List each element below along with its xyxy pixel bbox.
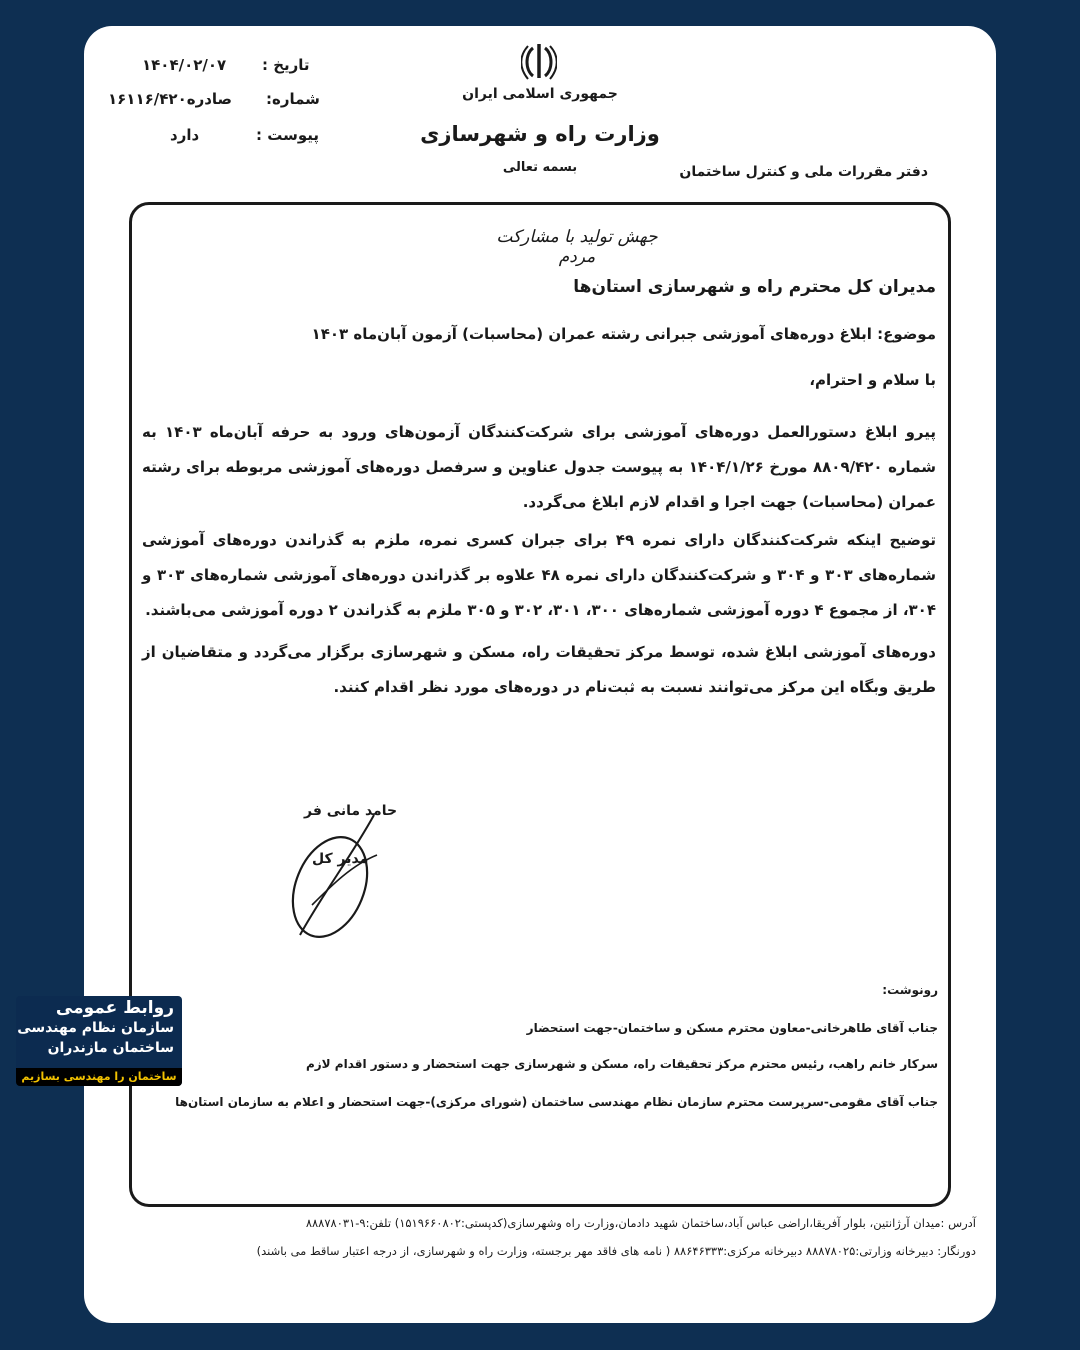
paragraph-3: دوره‌های آموزشی ابلاغ شده، توسط مرکز تحقیقات راه، مسکن و شهرسازی برگزار می‌گردد و متقاضیان از طریق وبگاه این مرکز می‌توانند نسبت به ثبت‌نام در دوره‌های مورد نظر اقدام کنند. xyxy=(142,643,936,696)
cc-item: سرکار خانم راهب، رئیس محترم مرکز تحقیقات راه، مسکن و شهرسازی جهت استحضار و دستور اقدام لازم xyxy=(305,1057,938,1071)
office-name: دفتر مقررات ملی و کنترل ساختمان xyxy=(679,164,928,180)
subject: موضوع: ابلاغ دوره‌های آموزشی جبرانی رشته عمران (محاسبات) آزمون آبان‌ماه ۱۴۰۳ xyxy=(311,325,936,343)
ministry-title: وزارت راه و شهرسازی xyxy=(420,122,660,146)
badge-slogan: ساختمان را مهندسی بسازیم xyxy=(16,1068,182,1086)
letter-page xyxy=(84,26,996,1323)
paragraph-2: توضیح اینکه شرکت‌کنندگان دارای نمره ۴۹ برای جبران کسری نمره، ملزم به گذراندن دوره‌های آموزشی شماره‌های ۳۰۳ و ۳۰۴ و شرکت‌کنندگان دارای نمره ۴۸ علاوه بر گذراندن دوره‌های آموزشی شماره‌های ۳۰۳ و ۳۰۴، از مجموع ۴ دوره آموزشی شماره‌های ۳۰۰، ۳۰۱، ۳۰۲ و ۳۰۵ ملزم به گذراندن ۲ دوره آموزشی می‌باشند. xyxy=(142,531,937,619)
cc-item: جناب آقای مقومی-سرپرست محترم سازمان نظام مهندسی ساختمان (شورای مرکزی)-جهت استحضار و اعلام به سازمان استان‌ها xyxy=(175,1095,938,1109)
letter-frame xyxy=(129,202,951,1207)
number-value: ۱۶۱۱۶/۴۲۰صادره xyxy=(108,90,233,108)
badge-line-3: ساختمان مازندران xyxy=(47,1040,174,1056)
badge-line-2: سازمان نظام مهندسی xyxy=(17,1020,174,1036)
besmeh: بسمه تعالی xyxy=(502,160,578,175)
attachment-value: دارد xyxy=(170,126,200,144)
addressee: مدیران کل محترم راه و شهرسازی استان‌ها xyxy=(573,277,936,297)
footer-fax: دورنگار: دبیرخانه وزارتی:۸۸۸۷۸۰۲۵ دبیرخانه مرکزی:۸۸۶۴۶۳۳۳ ( نامه های فاقد مهر برجسته، وزارت راه و شهرسازی، از درجه اعتبار ساقط می باشند) xyxy=(256,1244,976,1258)
date-value: ۱۴۰۴/۰۲/۰۷ xyxy=(142,56,227,74)
paragraph-1: پیرو ابلاغ دستورالعمل دوره‌های آموزشی برای شرکت‌کنندگان آزمون‌های ورود به حرفه آبان‌ماه ۱۴۰۳ به شماره ۸۸۰۹/۴۲۰ مورخ ۱۴۰۴/۱/۲۶ به پیوست جدول عناوین و سرفصل دوره‌های آموزشی مربوطه برای رشته عمران (محاسبات) جهت اجرا و اقدام لازم ابلاغ می‌گردد. xyxy=(142,423,936,511)
attachment-label: پیوست : xyxy=(256,126,320,144)
signer-name: حامد مانی فر xyxy=(304,803,398,819)
iran-emblem-icon xyxy=(521,42,557,82)
public-relations-badge xyxy=(16,996,182,1086)
greeting: با سلام و احترام، xyxy=(809,371,936,389)
signer-title: مدیر کل xyxy=(312,851,369,867)
slogan: جهش تولید با مشارکت مردم xyxy=(496,227,658,267)
republic-title: جمهوری اسلامی ایران xyxy=(462,86,618,102)
number-label: شماره: xyxy=(266,90,320,108)
badge-line-1: روابط عمومی xyxy=(55,998,174,1018)
footer-address: آدرس :میدان آرژانتین، بلوار آفریقا،اراضی عباس آباد،ساختمان شهید دادمان،وزارت راه وشهرسازی(کدپستی:۱۵۱۹۶۶۰۸۰۲) تلفن:۹-۸۸۸۷۸۰۳۱ xyxy=(305,1216,976,1230)
cc-item: جناب آقای طاهرخانی-معاون محترم مسکن و ساختمان-جهت استحضار xyxy=(526,1021,938,1035)
date-label: تاریخ : xyxy=(262,56,310,74)
cc-heading: رونوشت: xyxy=(882,983,938,997)
